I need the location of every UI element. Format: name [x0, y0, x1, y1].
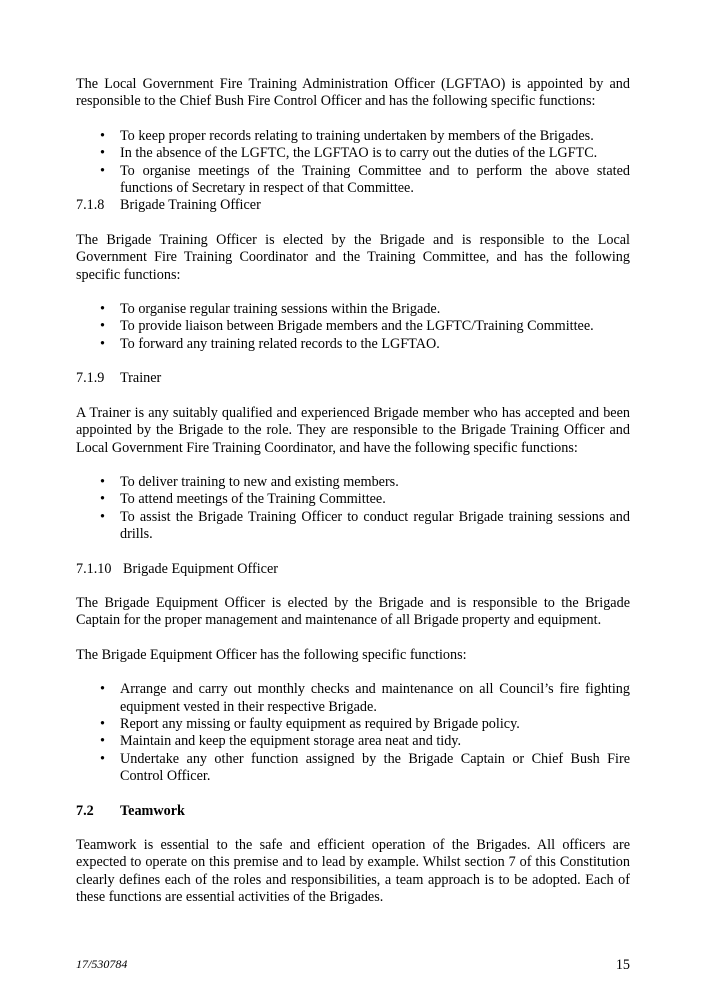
list-item: • Maintain and keep the equipment storage area neat and tidy.: [76, 733, 630, 750]
section-title: Brigade Training Officer: [120, 197, 261, 214]
list-item: • To organise regular training sessions within the Brigade.: [76, 301, 630, 318]
equipment-officer-functions-intro: The Brigade Equipment Officer has the following specific functions:: [76, 646, 467, 663]
section-title: Brigade Equipment Officer: [123, 560, 278, 577]
list-item: • To organise meetings of the Training Committee and to perform the above stated functions of Secretary in respect of that Committee.: [76, 163, 630, 198]
section-title: Teamwork: [120, 802, 185, 819]
section-heading-7-1-10: [76, 561, 630, 578]
section-heading-7-2: [76, 803, 630, 820]
list-item: • Report any missing or faulty equipment as required by Brigade policy.: [76, 716, 630, 733]
section-heading-7-1-8: [76, 197, 630, 214]
brigade-training-officer-paragraph: The Brigade Training Officer is elected by the Brigade and is responsible to the Local Government Fire Training Coordinator and the Training Committee, and has the following specific functions:: [76, 231, 630, 283]
document-reference: 17/530784: [76, 957, 128, 971]
list-item: • To keep proper records relating to training undertaken by members of the Brigades.: [76, 128, 630, 145]
page-number: 15: [615, 957, 630, 973]
list-item: • To attend meetings of the Training Committee.: [76, 491, 630, 508]
brigade-training-officer-functions-list: [76, 301, 630, 353]
document-page: [76, 76, 630, 907]
equipment-officer-paragraph: The Brigade Equipment Officer is elected by the Brigade and is responsible to the Brigade Captain for the proper management and maintenance of all Brigade property and equipment.: [76, 594, 630, 629]
section-number: 7.1.10: [76, 560, 112, 577]
trainer-functions-list: [76, 474, 630, 544]
list-item: • Arrange and carry out monthly checks and maintenance on all Council’s fire fighting equipment vested in their respective Brigade.: [76, 681, 630, 716]
lgftao-paragraph: The Local Government Fire Training Administration Officer (LGFTAO) is appointed by and responsible to the Chief Bush Fire Control Officer and has the following specific functions:: [76, 76, 630, 110]
list-item: • To forward any training related records to the LGFTAO.: [76, 336, 630, 353]
list-item: • To provide liaison between Brigade members and the LGFTC/Training Committee.: [76, 318, 630, 335]
section-number: 7.2: [76, 802, 94, 819]
teamwork-paragraph: Teamwork is essential to the safe and efficient operation of the Brigades. All officers are expected to operate on this premise and to lead by example. Whilst section 7 of this Constitution clearly defines each of the roles and responsibilities, a team approach is to be adopted. Each of these functions are essential activities of the Brigades.: [76, 837, 630, 906]
section-title: Trainer: [120, 370, 162, 387]
trainer-paragraph: A Trainer is any suitably qualified and experienced Brigade member who has accepted and been appointed by the Brigade to the role. They are responsible to the Brigade Training Officer and Local Government Fire Training Coordinator, and have the following specific functions:: [76, 404, 630, 456]
list-item: • To assist the Brigade Training Officer to conduct regular Brigade training sessions and drills.: [76, 509, 630, 544]
equipment-officer-functions-list: [76, 681, 630, 785]
section-number: 7.1.9: [76, 370, 105, 387]
section-number: 7.1.8: [76, 197, 105, 214]
page-footer: [76, 957, 630, 977]
list-item: • To deliver training to new and existing members.: [76, 474, 630, 491]
list-item: • Undertake any other function assigned by the Brigade Captain or Chief Bush Fire Control Officer.: [76, 751, 630, 786]
list-item: • In the absence of the LGFTC, the LGFTAO is to carry out the duties of the LGFTC.: [76, 145, 630, 162]
lgftao-functions-list: [76, 128, 630, 198]
section-heading-7-1-9: [76, 370, 630, 387]
